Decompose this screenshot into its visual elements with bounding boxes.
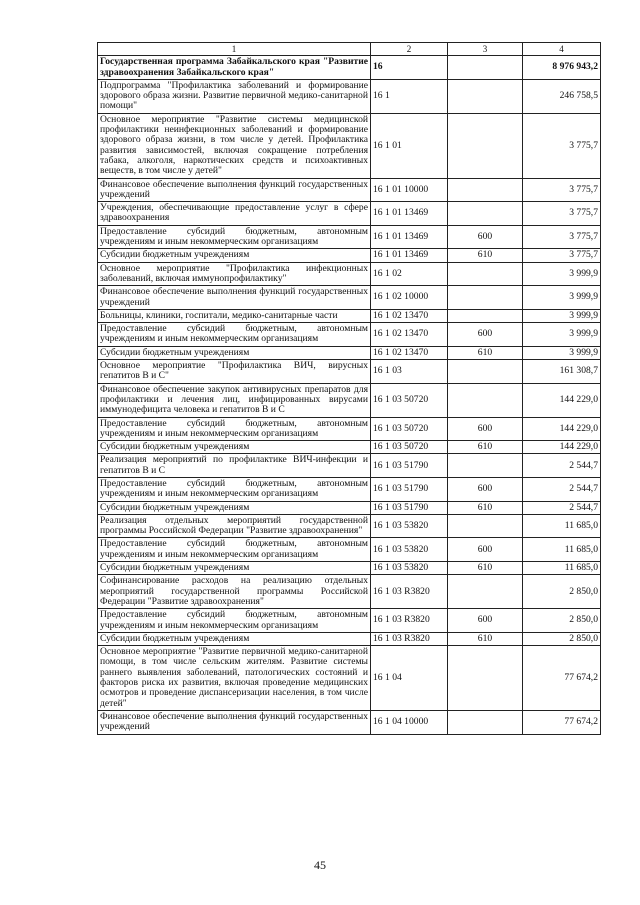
row-amount: 11 685,0 <box>523 514 601 538</box>
row-code: 16 1 01 10000 <box>371 178 448 202</box>
row-amount: 77 674,2 <box>523 646 601 711</box>
row-description: Субсидии бюджетным учреждениям <box>98 562 371 575</box>
row-amount: 246 758,5 <box>523 79 601 113</box>
row-code: 16 1 03 53820 <box>371 538 448 562</box>
row-description: Больницы, клиники, госпитали, медико-санитарные части <box>98 309 371 322</box>
table-row <box>98 632 601 645</box>
row-amount: 161 308,7 <box>523 360 601 384</box>
row-expense-type <box>448 360 523 384</box>
row-amount: 2 544,7 <box>523 477 601 501</box>
table-row <box>98 575 601 609</box>
row-code: 16 1 01 13469 <box>371 249 448 262</box>
table-row <box>98 477 601 501</box>
row-code: 16 1 03 50720 <box>371 441 448 454</box>
row-description: Финансовое обеспечение выполнения функций государственных учреждений <box>98 286 371 310</box>
table-row <box>98 249 601 262</box>
row-description: Реализация мероприятий по профилактике ВИЧ-инфекции и гепатитов В и С <box>98 454 371 478</box>
row-code: 16 1 02 10000 <box>371 286 448 310</box>
row-amount: 3 999,9 <box>523 262 601 286</box>
table-row <box>98 56 601 80</box>
table-row <box>98 178 601 202</box>
row-description: Финансовое обеспечение закупок антивирусных препаратов для профилактики и лечения лиц, инфицированных вирусами иммунодефицита человека и гепатитов В и С <box>98 383 371 417</box>
row-code: 16 1 03 51790 <box>371 454 448 478</box>
row-expense-type: 600 <box>448 538 523 562</box>
row-amount: 3 775,7 <box>523 113 601 178</box>
table-row <box>98 262 601 286</box>
row-amount: 8 976 943,2 <box>523 56 601 80</box>
row-description: Основное мероприятие "Профилактика ВИЧ, вирусных гепатитов В и С" <box>98 360 371 384</box>
table-row <box>98 441 601 454</box>
row-expense-type: 600 <box>448 417 523 441</box>
row-expense-type <box>448 646 523 711</box>
table-row <box>98 113 601 178</box>
row-description: Предоставление субсидий бюджетным, автономным учреждениям и иным некоммерческим организациям <box>98 225 371 249</box>
row-expense-type <box>448 514 523 538</box>
row-amount: 11 685,0 <box>523 562 601 575</box>
row-expense-type <box>448 383 523 417</box>
table-row <box>98 346 601 359</box>
row-expense-type <box>448 309 523 322</box>
row-expense-type: 610 <box>448 346 523 359</box>
row-expense-type <box>448 710 523 734</box>
table-body <box>98 56 601 734</box>
table-row <box>98 501 601 514</box>
row-description: Предоставление субсидий бюджетным, автономным учреждениям и иным некоммерческим организациям <box>98 538 371 562</box>
row-description: Основное мероприятие "Развитие системы медицинской профилактики неинфекционных заболеваний и формирование здорового образа жизни, в том числе у детей. Профилактика развития зависимостей, включая сокращение потребления табака, алкоголя, наркотических средств и психоактивных веществ, в том числе у детей" <box>98 113 371 178</box>
row-code: 16 1 01 <box>371 113 448 178</box>
row-amount: 3 775,7 <box>523 202 601 226</box>
table-row <box>98 323 601 347</box>
table-row <box>98 417 601 441</box>
row-description: Финансовое обеспечение выполнения функций государственных учреждений <box>98 178 371 202</box>
row-code: 16 1 03 <box>371 360 448 384</box>
budget-table <box>97 42 601 735</box>
row-code: 16 1 03 51790 <box>371 477 448 501</box>
table-row <box>98 309 601 322</box>
row-code: 16 1 02 <box>371 262 448 286</box>
row-description: Подпрограмма "Профилактика заболеваний и формирование здорового образа жизни. Развитие первичной медико-санитарной помощи" <box>98 79 371 113</box>
header-col-4: 4 <box>523 43 601 56</box>
table-row <box>98 79 601 113</box>
row-amount: 2 850,0 <box>523 575 601 609</box>
row-expense-type <box>448 202 523 226</box>
row-description: Субсидии бюджетным учреждениям <box>98 346 371 359</box>
table-row <box>98 286 601 310</box>
row-expense-type: 600 <box>448 609 523 633</box>
row-code: 16 1 01 13469 <box>371 202 448 226</box>
row-code: 16 1 03 53820 <box>371 514 448 538</box>
row-code: 16 1 03 50720 <box>371 417 448 441</box>
row-amount: 2 850,0 <box>523 632 601 645</box>
row-amount: 144 229,0 <box>523 441 601 454</box>
table-row <box>98 646 601 711</box>
row-expense-type: 610 <box>448 501 523 514</box>
header-col-3: 3 <box>448 43 523 56</box>
row-amount: 3 999,9 <box>523 286 601 310</box>
row-amount: 3 775,7 <box>523 178 601 202</box>
row-expense-type: 610 <box>448 441 523 454</box>
row-amount: 2 544,7 <box>523 454 601 478</box>
row-description: Субсидии бюджетным учреждениям <box>98 501 371 514</box>
row-amount: 144 229,0 <box>523 383 601 417</box>
row-amount: 3 775,7 <box>523 225 601 249</box>
header-col-1: 1 <box>98 43 371 56</box>
row-code: 16 1 02 13470 <box>371 309 448 322</box>
row-amount: 3 999,9 <box>523 309 601 322</box>
row-expense-type: 610 <box>448 249 523 262</box>
table-row <box>98 514 601 538</box>
row-description: Учреждения, обеспечивающие предоставление услуг в сфере здравоохранения <box>98 202 371 226</box>
row-amount: 144 229,0 <box>523 417 601 441</box>
row-code: 16 <box>371 56 448 80</box>
row-description: Предоставление субсидий бюджетным, автономным учреждениям и иным некоммерческим организациям <box>98 323 371 347</box>
row-description: Предоставление субсидий бюджетным, автономным учреждениям и иным некоммерческим организациям <box>98 477 371 501</box>
row-amount: 3 775,7 <box>523 249 601 262</box>
row-expense-type: 600 <box>448 225 523 249</box>
table-header-row <box>98 43 601 56</box>
row-expense-type: 610 <box>448 632 523 645</box>
row-expense-type <box>448 286 523 310</box>
row-code: 16 1 03 R3820 <box>371 632 448 645</box>
row-code: 16 1 04 <box>371 646 448 711</box>
table-row <box>98 454 601 478</box>
row-description: Софинансирование расходов на реализацию отдельных мероприятий государственной программы Российской Федерации "Развитие здравоохранения" <box>98 575 371 609</box>
table-row <box>98 202 601 226</box>
row-amount: 2 850,0 <box>523 609 601 633</box>
row-expense-type <box>448 56 523 80</box>
row-code: 16 1 01 13469 <box>371 225 448 249</box>
row-description: Предоставление субсидий бюджетным, автономным учреждениям и иным некоммерческим организациям <box>98 609 371 633</box>
row-code: 16 1 03 53820 <box>371 562 448 575</box>
row-expense-type: 600 <box>448 477 523 501</box>
row-code: 16 1 03 R3820 <box>371 609 448 633</box>
row-code: 16 1 03 R3820 <box>371 575 448 609</box>
row-expense-type: 610 <box>448 562 523 575</box>
row-amount: 77 674,2 <box>523 710 601 734</box>
table-row <box>98 562 601 575</box>
row-code: 16 1 03 51790 <box>371 501 448 514</box>
row-amount: 2 544,7 <box>523 501 601 514</box>
table-row <box>98 710 601 734</box>
row-description: Субсидии бюджетным учреждениям <box>98 441 371 454</box>
table-row <box>98 360 601 384</box>
row-code: 16 1 04 10000 <box>371 710 448 734</box>
row-expense-type: 600 <box>448 323 523 347</box>
row-expense-type <box>448 454 523 478</box>
row-expense-type <box>448 79 523 113</box>
row-description: Основное мероприятие "Профилактика инфекционных заболеваний, включая иммунопрофилактику" <box>98 262 371 286</box>
page-number: 45 <box>314 858 326 872</box>
row-description: Субсидии бюджетным учреждениям <box>98 632 371 645</box>
row-code: 16 1 02 13470 <box>371 346 448 359</box>
row-expense-type <box>448 113 523 178</box>
row-expense-type <box>448 178 523 202</box>
table-row <box>98 383 601 417</box>
row-amount: 11 685,0 <box>523 538 601 562</box>
row-amount: 3 999,9 <box>523 323 601 347</box>
row-expense-type <box>448 262 523 286</box>
row-description: Субсидии бюджетным учреждениям <box>98 249 371 262</box>
row-code: 16 1 02 13470 <box>371 323 448 347</box>
row-description: Реализация отдельных мероприятий государственной программы Российской Федерации "Развитие здравоохранения" <box>98 514 371 538</box>
row-description: Финансовое обеспечение выполнения функций государственных учреждений <box>98 710 371 734</box>
row-description: Основное мероприятие "Развитие первичной медико-санитарной помощи, в том числе сельским жителям. Развитие системы раннего выявления заболеваний, патологических состояний и факторов риска их развития, включая проведение медицинских осмотров и проведение диспансеризации населения, в том числе детей" <box>98 646 371 711</box>
row-description: Предоставление субсидий бюджетным, автономным учреждениям и иным некоммерческим организациям <box>98 417 371 441</box>
row-code: 16 1 <box>371 79 448 113</box>
row-expense-type <box>448 575 523 609</box>
row-description: Государственная программа Забайкальского края "Развитие здравоохранения Забайкальского края" <box>98 56 371 80</box>
table-row <box>98 609 601 633</box>
header-col-2: 2 <box>371 43 448 56</box>
table-row <box>98 538 601 562</box>
row-code: 16 1 03 50720 <box>371 383 448 417</box>
row-amount: 3 999,9 <box>523 346 601 359</box>
table-row <box>98 225 601 249</box>
